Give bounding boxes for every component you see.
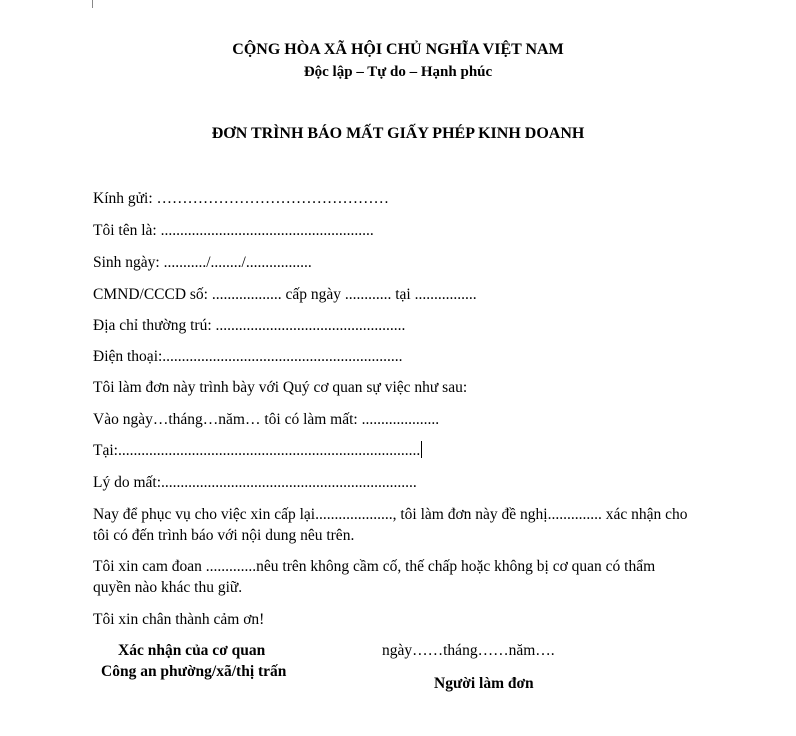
applicant-signature-label: Người làm đơn xyxy=(434,675,534,692)
commitment-paragraph: Tôi xin cam đoan .............nêu trên không cầm cố, thế chấp hoặc không bị cơ quan có thẩm quyền nào khác thu giữ. xyxy=(93,558,656,596)
loss-reason-line: Lý do mất:.................................................................. xyxy=(93,474,417,491)
text-cursor xyxy=(421,441,422,458)
statement-intro-line: Tôi làm đơn này trình bày với Quý cơ quan sự việc như sau: xyxy=(93,379,468,396)
police-unit-label: Công an phường/xã/thị trấn xyxy=(101,663,287,680)
phone-line: Điện thoại:.............................................................. xyxy=(93,348,403,365)
recipient-line: Kính gửi: ……………………………………… xyxy=(93,190,390,207)
id-card-line: CMND/CCCD số: .................. cấp ngày ............ tại ................ xyxy=(93,286,477,303)
name-line: Tôi tên là: ....................................................... xyxy=(93,222,374,239)
request-paragraph: Nay để phục vụ cho việc xin cấp lại...................., tôi làm đơn này đề nghị.............. xác nhận cho tôi có đến trình báo với nội dung nêu trên. xyxy=(93,506,688,544)
signing-date: ngày……tháng……năm…. xyxy=(382,642,555,659)
motto-heading: Độc lập – Tự do – Hạnh phúc xyxy=(303,64,493,80)
loss-place-line xyxy=(93,441,422,461)
page-corner-mark xyxy=(92,0,93,8)
address-line: Địa chỉ thường trú: ................................................. xyxy=(93,317,406,334)
thanks-line: Tôi xin chân thành cảm ơn! xyxy=(93,611,265,628)
form-title: ĐƠN TRÌNH BÁO MẤT GIẤY PHÉP KINH DOANH xyxy=(211,125,585,142)
country-heading: CỘNG HÒA XÃ HỘI CHỦ NGHĨA VIỆT NAM xyxy=(232,41,564,58)
birth-date-line: Sinh ngày: .........../......../................. xyxy=(93,254,312,271)
police-confirmation-label: Xác nhận của cơ quan xyxy=(118,642,266,659)
loss-date-line: Vào ngày…tháng…năm… tôi có làm mất: .................... xyxy=(93,411,440,428)
loss-place-text: Tại:.............................................................................. xyxy=(93,442,421,459)
